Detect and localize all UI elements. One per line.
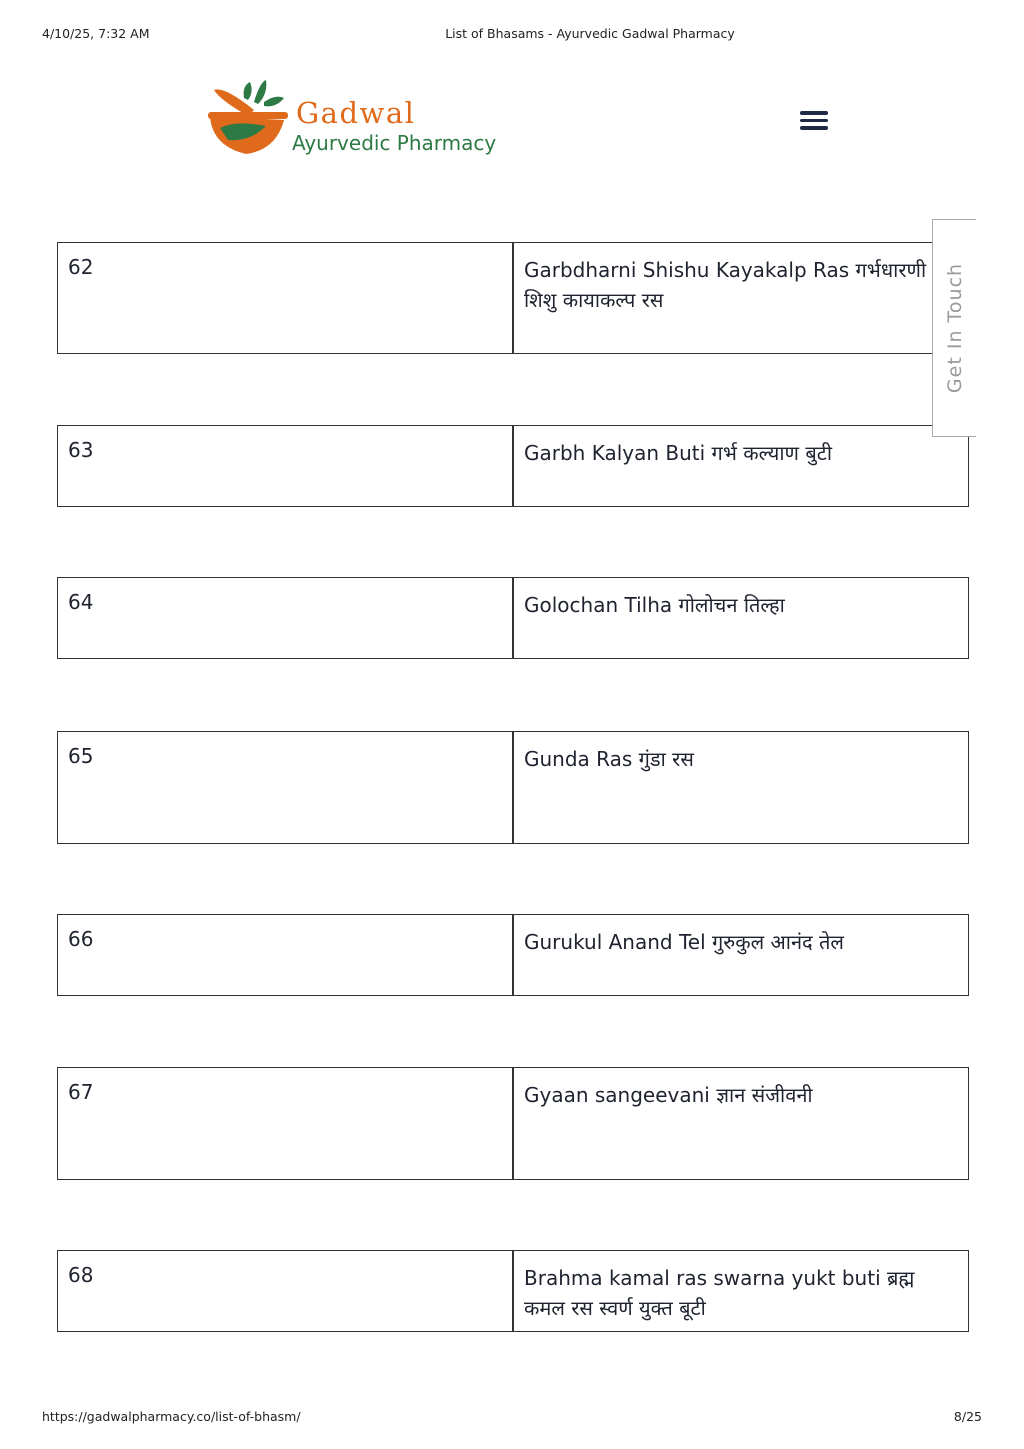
table-row	[57, 242, 969, 354]
row-number: 68	[58, 1251, 514, 1331]
row-product-name: Gyaan sangeevani ज्ञान संजीवनी	[524, 1083, 813, 1107]
row-product-name: Gunda Ras गुंडा रस	[524, 747, 694, 771]
table-row	[57, 731, 969, 844]
row-number: 66	[58, 915, 514, 995]
print-doc-title: List of Bhasams - Ayurvedic Gadwal Pharmacy	[445, 26, 735, 41]
logo-brand-subtitle: Ayurvedic Pharmacy	[292, 131, 497, 155]
row-number: 67	[58, 1068, 514, 1179]
get-in-touch-label: Get In Touch	[943, 262, 966, 394]
print-url: https://gadwalpharmacy.co/list-of-bhasm/	[42, 1409, 301, 1424]
row-number: 63	[58, 426, 514, 506]
print-datetime: 4/10/25, 7:32 AM	[42, 26, 150, 41]
table-row	[57, 425, 969, 507]
row-product-name: Garbdharni Shishu Kayakalp Ras गर्भधारणी शिशु कायाकल्प रस	[524, 258, 927, 312]
print-page-number: 8/25	[953, 1409, 982, 1424]
row-number: 64	[58, 578, 514, 658]
row-product-name: Garbh Kalyan Buti गर्भ कल्याण बुटी	[524, 441, 833, 465]
row-product-name: Gurukul Anand Tel गुरुकुल आनंद तेल	[524, 930, 844, 954]
get-in-touch-tab[interactable]	[932, 219, 976, 437]
table-row	[57, 914, 969, 996]
table-row	[57, 577, 969, 659]
row-number: 65	[58, 732, 514, 843]
hamburger-menu-icon[interactable]	[798, 108, 830, 134]
table-row	[57, 1250, 969, 1332]
mortar-pestle-logo-icon	[206, 76, 296, 162]
print-header	[0, 26, 1024, 42]
table-row	[57, 1067, 969, 1180]
row-product-name: Brahma kamal ras swarna yukt buti ब्रह्म कमल रस स्वर्ण युक्त बूटी	[524, 1266, 915, 1320]
row-product-name: Golochan Tilha गोलोचन तिल्हा	[524, 593, 785, 617]
site-logo[interactable]	[206, 76, 526, 162]
logo-brand-name: Gadwal	[296, 96, 416, 130]
row-number: 62	[58, 243, 514, 353]
